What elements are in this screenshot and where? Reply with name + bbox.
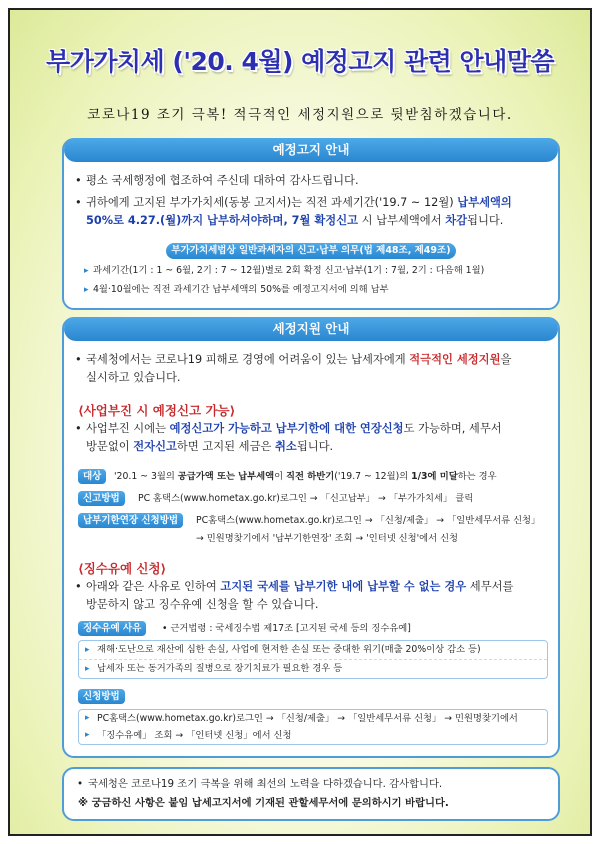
text: 아래와 같은 사유로 인하여 (86, 580, 221, 593)
tag-target: 대상 (78, 469, 106, 484)
section-preliminary-notice (62, 138, 560, 310)
extension-method-text-1: PC홈택스(www.hometax.go.kr)로그인 → 「신청/제출」 → 「일반세무서류 신청」 (196, 515, 541, 526)
emphasis: 고지된 국세를 납부기한 내에 납부할 수 없는 경우 (220, 580, 467, 593)
heading-collection-deferral: ⟨징수유예 신청⟩ (78, 561, 167, 576)
emphasis: 차감 (445, 214, 468, 227)
text: 국세청에서는 코로나19 피해로 경영에 어려움이 있는 납세자에게 (86, 353, 410, 366)
text: ('19.7 ~ 12월)의 (334, 471, 412, 482)
text: 귀하에게 고지된 부가가치세(동봉 고지서)는 직전 과세기간('19.7 ~ 12월) (86, 196, 458, 209)
extension-method-text-2: → 민원명찾기에서 '납부기한연장' 조회 → '인터넷 신청'에서 신청 (196, 533, 459, 544)
page-title: 부가가치세 ('20. 4월) 예정고지 관련 안내말씀 (45, 47, 555, 76)
text: 시 납부세액에서 (358, 214, 446, 227)
tag-apply-method: 신청방법 (78, 689, 125, 704)
section-tax-support (62, 317, 560, 758)
note-prepayment: ▸ 4월·10월에는 직전 과세기간 납부세액의 50%를 예정고지서에 의해 납부 (84, 283, 548, 297)
heading-business-slump: ⟨사업부진 시 예정신고 가능⟩ (78, 403, 236, 418)
report-method-text: PC 홈택스(www.hometax.go.kr)로그인 → 「신고납부」 → 「부가가치세」 클릭 (138, 493, 474, 504)
text: 세무서를 (466, 580, 514, 593)
sub-heading-obligation: 부가가치세법상 일반과세자의 신고·납부 의무(법 제48조, 제49조) (166, 243, 456, 259)
note-tax-periods: ▸ 과세기간(1기 : 1 ~ 6월, 2기 : 7 ~ 12월)별로 2회 확정 신고·납부(1기 : 7월, 2기 : 다음해 1월) (84, 264, 548, 278)
text: 실시하고 있습니다. (86, 371, 181, 384)
target-condition (114, 469, 497, 484)
inquiry-line: ※ 궁금하신 사항은 붙임 납세고지서에 기재된 관할세무서에 문의하시기 바랍니다. (78, 797, 449, 809)
text: 이 (274, 471, 287, 482)
tag-extension-method: 납부기한연장 신청방법 (78, 513, 183, 528)
tagline: 코로나19 조기 극복! 적극적인 세정지원으로 뒷받침하겠습니다. (87, 107, 513, 123)
text: 도 가능하며, 세무서 (403, 422, 502, 435)
closing-line: • 국세청은 코로나19 조기 극복을 위해 최선의 노력을 다하겠습니다. 감사합니다. (78, 776, 442, 793)
text: '20.1 ~ 3월의 (114, 471, 178, 482)
text: 하는 경우 (457, 471, 497, 482)
text: 방문없이 (86, 440, 134, 453)
text: 됩니다. (467, 214, 504, 227)
emphasis: 납부세액의 (457, 196, 512, 209)
list-item: ▸ 납세자 또는 동거가족의 질병으로 장기치료가 필요한 경우 등 (79, 659, 547, 678)
notice-page (8, 8, 592, 836)
deferral-reasons-list (78, 640, 548, 679)
apply-method-line-1: ▸ PC홈택스(www.hometax.go.kr)로그인 → 「신청/제출」 → 「일반세무서류 신청」 → 민원명찾기에서 (79, 710, 547, 727)
bullet-tax-notice (76, 194, 548, 230)
paragraph-business-slump (76, 420, 548, 456)
bullet-thanks: • 평소 국세행정에 협조하여 주신데 대하여 감사드립니다. (76, 172, 548, 190)
text: 을 (500, 353, 512, 366)
emphasis: 적극적인 세정지원 (409, 353, 501, 366)
emphasis: 50%로 4.27.(월)까지 납부하셔야하며, 7월 확정신고 (86, 214, 359, 227)
emphasis: 직전 하반기 (286, 471, 335, 482)
paragraph-collection-deferral (76, 578, 548, 614)
section-heading: 세정지원 안내 (64, 317, 558, 341)
text: 하면 고지된 세금은 (176, 440, 275, 453)
tag-deferral-reason: 징수유예 사유 (78, 621, 146, 636)
emphasis: 취소 (274, 440, 297, 453)
text: 됩니다. (296, 440, 334, 453)
intro-paragraph (76, 351, 548, 387)
deferral-legal-basis: • 근거법령 : 국세징수법 제17조 [고지된 국세 등의 징수유예] (162, 623, 411, 634)
apply-method-box (78, 709, 548, 745)
emphasis: 공급가액 또는 납부세액 (177, 471, 275, 482)
tag-report-method: 신고방법 (78, 491, 125, 506)
emphasis: 전자신고 (133, 440, 177, 453)
section-heading: 예정고지 안내 (64, 138, 558, 162)
emphasis: 예정신고가 가능하고 납부기한에 대한 연장신청 (169, 422, 404, 435)
text: 사업부진 시에는 (86, 422, 170, 435)
list-item: ▸ 재해·도난으로 재산에 심한 손실, 사업에 현저한 손실 또는 중대한 위기(매출 20%이상 감소 등) (79, 641, 547, 659)
apply-method-line-2: ▸ 「징수유예」 조회 → 「인터넷 신청」에서 신청 (79, 727, 547, 744)
emphasis: 1/3에 미달 (411, 471, 458, 482)
closing-notice (62, 767, 560, 821)
text: 방문하지 않고 징수유예 신청을 할 수 있습니다. (86, 598, 319, 611)
